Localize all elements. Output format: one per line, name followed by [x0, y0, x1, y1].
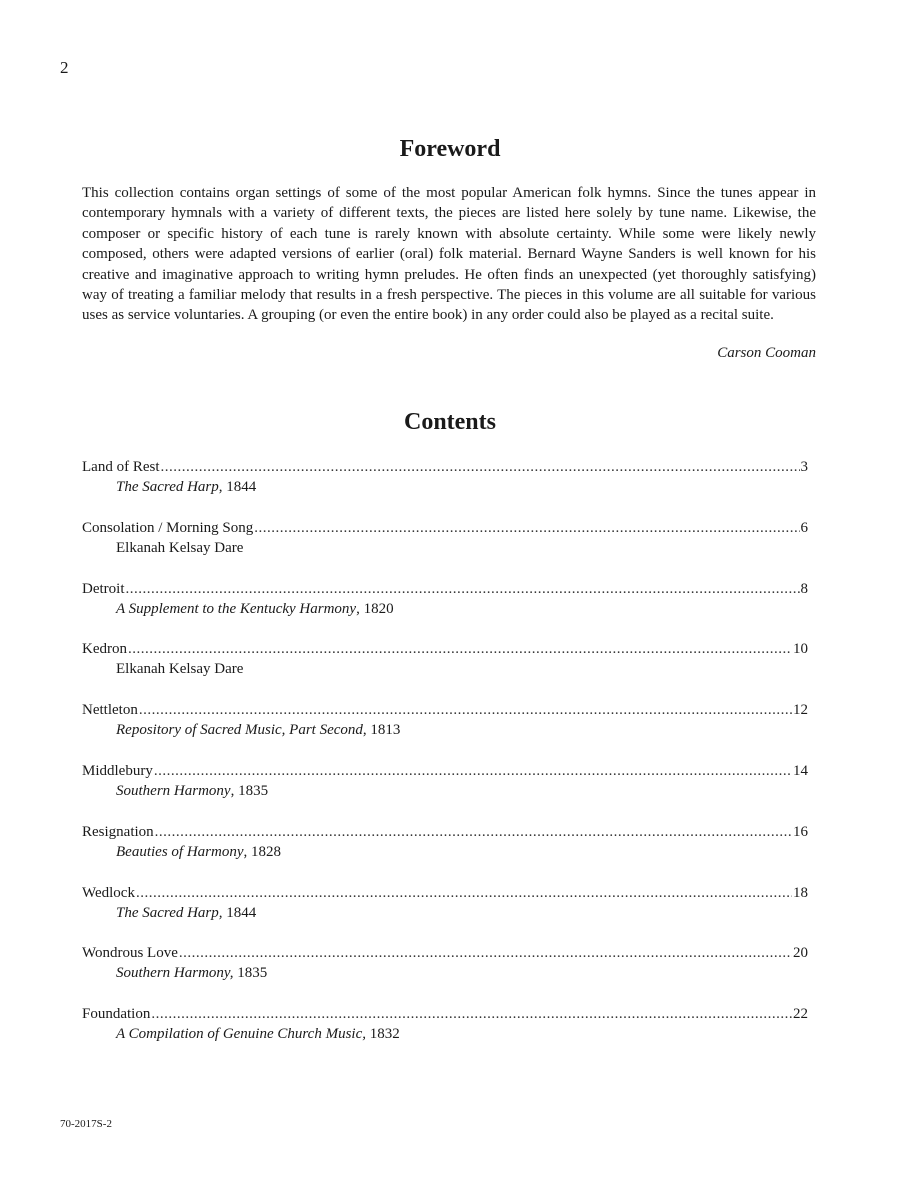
- toc-entry-page: 3: [800, 459, 808, 475]
- dot-leader: [128, 639, 792, 659]
- catalog-number: 70-2017S-2: [60, 1118, 112, 1130]
- toc-entry-title: Resignation: [82, 823, 154, 840]
- toc-entry-page: 6: [800, 519, 808, 536]
- toc-entry-source-title: Beauties of Harmony: [116, 843, 244, 860]
- foreword-title: Foreword: [399, 136, 501, 162]
- toc-entry-page: 16: [793, 823, 808, 840]
- toc-entry-source-detail: Elkanah Kelsay Dare: [116, 539, 244, 556]
- toc-entry[interactable]: [82, 883, 808, 944]
- toc-entry-source: [82, 538, 808, 559]
- toc-entry-title: Nettleton: [82, 702, 138, 719]
- toc-entry-page: 8: [800, 580, 808, 597]
- toc-entry-page: 14: [793, 762, 808, 779]
- toc-entry-page: 12: [793, 702, 808, 719]
- toc-entry-title: Middlebury: [82, 762, 153, 779]
- toc-entry-source-title: Southern Harmony,: [116, 965, 234, 982]
- toc-entry-source-detail: Elkanah Kelsay Dare: [116, 661, 244, 678]
- page-number: 2: [60, 58, 69, 77]
- toc-entry-source-title: The Sacred Harp,: [116, 904, 223, 921]
- toc-entry-title: Foundation: [82, 1006, 151, 1023]
- toc-entry-source-detail: 1832: [365, 1026, 400, 1043]
- toc-entry[interactable]: [82, 761, 808, 822]
- toc-entry-source: [82, 963, 808, 984]
- toc-entry-source: [82, 659, 808, 680]
- toc-entry-title: Kedron: [82, 641, 127, 658]
- toc-entry-title: Land of Rest: [82, 459, 160, 475]
- dot-leader: [139, 700, 792, 720]
- toc-entry-source: [82, 903, 808, 924]
- toc-entry-source-detail: , 1828: [243, 843, 281, 860]
- toc-entry-source-title: Repository of Sacred Music, Part Second: [116, 722, 363, 739]
- toc-entry-title: Wondrous Love: [82, 945, 178, 962]
- toc-entry-source: [82, 842, 808, 863]
- toc-entry-title: Detroit: [82, 580, 125, 597]
- dot-leader: [136, 883, 792, 903]
- dot-leader: [254, 518, 799, 538]
- toc-entry[interactable]: [82, 518, 808, 579]
- toc-entry-source: [82, 720, 808, 741]
- foreword-body: This collection contains organ settings of some of the most popular American folk hymns. Since the tunes appear in contemporary hymnals with a variety of different texts, the pieces are listed here solely by tune name. Likewise, the composer or specific history of each tune is rarely known with absolute certainty. While some were likely newly composed, others were adapted versions of earlier (oral) folk material. Bernard Wayne Sanders is well known for his creative and imaginative approach to writing hymn preludes. He often finds an unexpected (yet thoroughly satisfying) way of treating a familiar melody that results in a fresh perspective. The pieces in this volume are all suitable for various uses as service voluntaries. A grouping (or even the entire book) in any order could also be played as a recital suite.: [82, 185, 816, 324]
- toc-entry-source-detail: , 1835: [230, 782, 269, 799]
- foreword-signature: Carson Cooman: [717, 345, 816, 361]
- toc-entry-page: 20: [793, 945, 808, 962]
- toc-entry[interactable]: [82, 822, 808, 883]
- toc-entry[interactable]: [82, 943, 808, 1004]
- toc-entry[interactable]: [82, 639, 808, 700]
- toc-entry-title: Wedlock: [82, 884, 135, 901]
- dot-leader: [154, 761, 792, 781]
- toc-entry-source: [82, 1024, 808, 1045]
- toc-entry-page: 10: [793, 641, 808, 658]
- dot-leader: [126, 579, 800, 599]
- dot-leader: [151, 1004, 792, 1024]
- toc-entry-source-detail: , 1844: [218, 479, 257, 495]
- toc-entry-source-title: A Supplement to the Kentucky Harmony: [116, 600, 357, 617]
- dot-leader: [160, 457, 799, 477]
- toc-entry-source-title: A Compilation of Genuine Church Music,: [116, 1026, 366, 1043]
- dot-leader: [179, 943, 792, 963]
- toc-entry-source-title: The Sacred Harp: [116, 479, 219, 495]
- toc-entry-page: 18: [793, 884, 808, 901]
- toc-entry-source: [82, 599, 808, 620]
- dot-leader: [155, 822, 792, 842]
- toc-entry-source: [82, 781, 808, 802]
- toc-entry[interactable]: [82, 457, 808, 518]
- toc-entry-source-title: Southern Harmony: [116, 782, 231, 799]
- toc-entry-source-detail: 1835: [233, 965, 268, 982]
- contents-title: Contents: [403, 409, 496, 435]
- toc-entry-source-detail: , 1820: [356, 600, 394, 617]
- toc-entry[interactable]: [82, 1004, 808, 1065]
- toc-entry[interactable]: [82, 579, 808, 640]
- toc-entry-source-detail: , 1813: [362, 722, 401, 739]
- table-of-contents: [82, 457, 808, 1065]
- toc-entry-page: 22: [793, 1006, 808, 1023]
- toc-entry-source-detail: 1844: [222, 904, 257, 921]
- toc-entry-title: Consolation / Morning Song: [82, 519, 254, 536]
- toc-entry-source: [82, 477, 808, 498]
- toc-entry[interactable]: [82, 700, 808, 761]
